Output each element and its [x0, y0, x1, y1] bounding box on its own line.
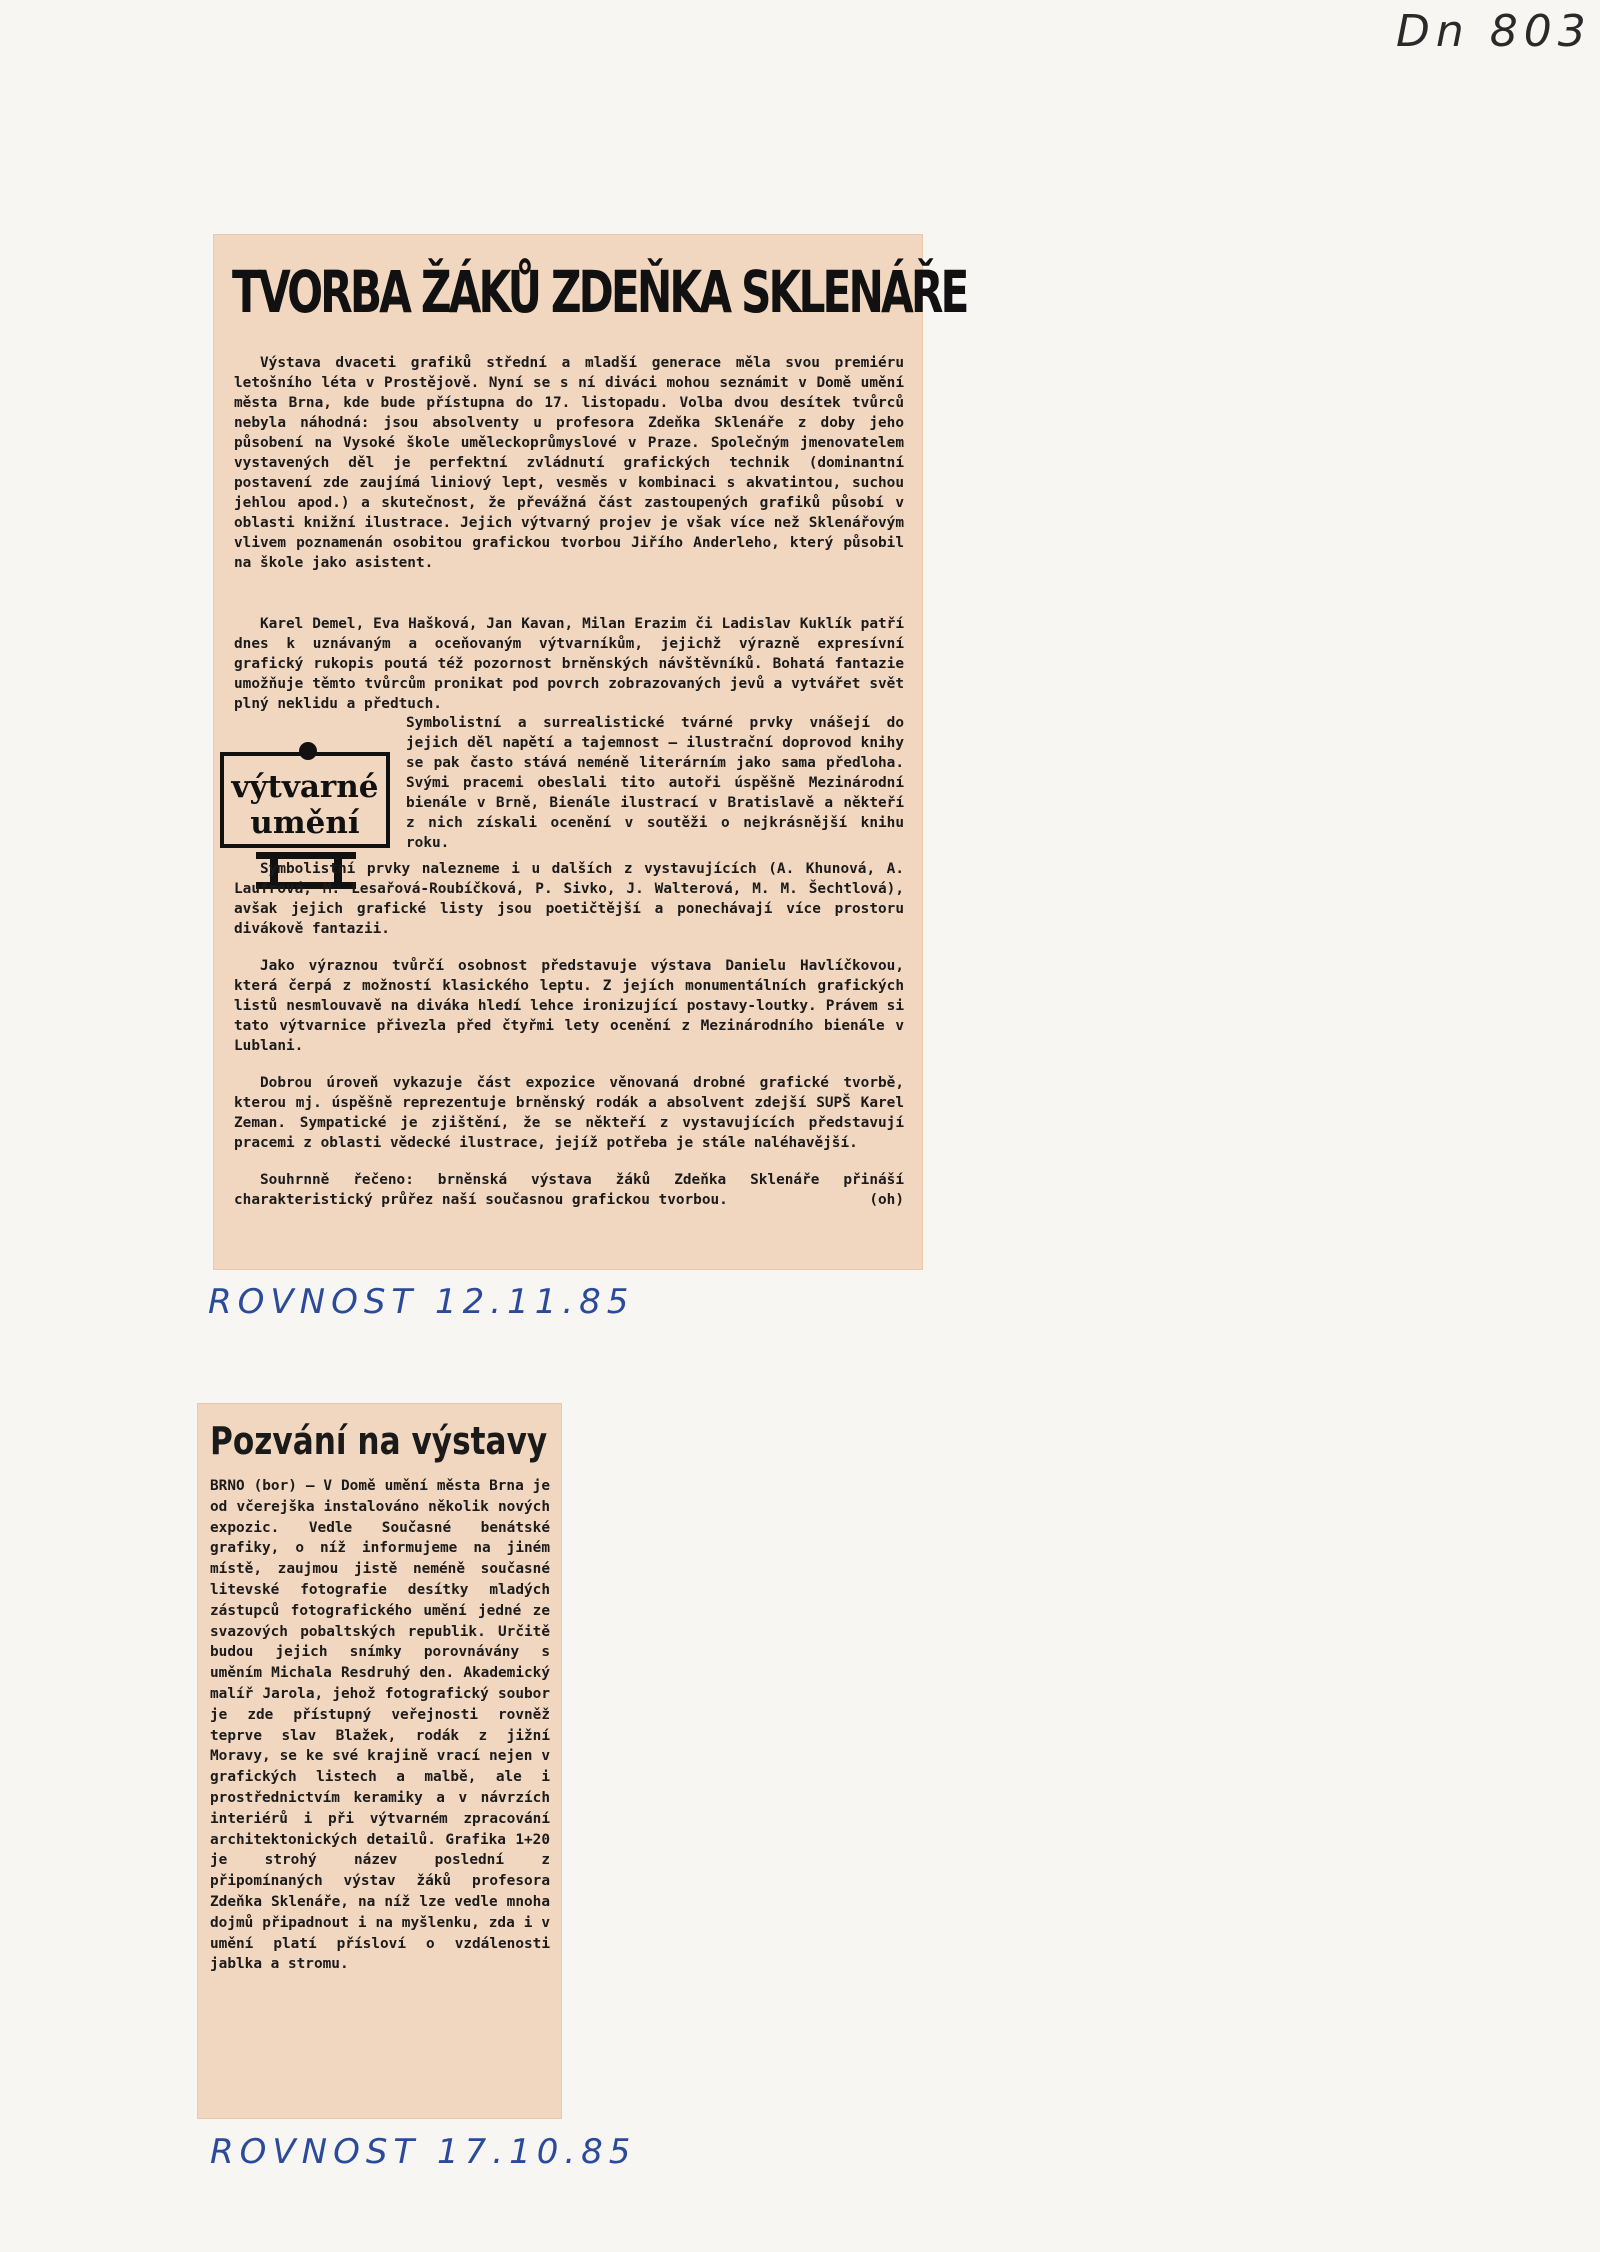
paragraph: Karel Demel, Eva Hašková, Jan Kavan, Milan Erazim či Ladislav Kuklík patří dnes k uznávaným a oceňovaným výtvarníkům, jejichž výrazně expresívní grafický rukopis poutá též pozornost brněnských návštěvníků. Bohatá fantazie umožňuje těmto tvůrcům pronikat pod povrch zobrazovaných jevů a vytvářet svět plný neklidu a předtuch.: [234, 616, 904, 712]
paragraph: Výstava dvaceti grafiků střední a mladší generace měla svou premiéru letošního léta v Prostějově. Nyní se s ní diváci mohou seznámit v Domě umění města Brna, kde bude přístupna do 17. listopadu. Volba dvou desítek tvůrců nebyla náhodná: jsou absolventy u profesora Zdeňka Sklenáře z doby jeho působení na Vysoké škole uměleckoprůmyslové v Praze. Společným jmenovatelem vystavených děl je perfektní zvládnutí grafických technik (dominantní postavení zde zaujímá liniový lept, vesměs v kombinaci s akvatintou, suchou jehlou apod.) a skutečnost, že převážná část zastoupených grafiků působí v oblasti knižní ilustrace. Jejich výtvarný projev je však více než Sklenářovým vlivem poznamenán osobitou grafickou tvorbou Jiřího Anderleho, který působil na škole jako asistent.: [234, 355, 904, 571]
newspaper-clipping-1: [214, 235, 967, 1269]
paragraph-text: Souhrnně řečeno: brněnská výstava žáků Zdeňka Sklenáře přináší charakteristický průřez naší současnou grafickou tvorbou.: [234, 1172, 904, 1208]
paragraph: Symbolistní prvky nalezneme i u dalších z vystavujících (A. Khunová, A. Laufrová, M. Lesařová-Roubíčková, P. Sivko, J. Walterová, M. M. Šechtlová), avšak jejich grafické listy jsou poetičtější a ponechávají více prostoru divákově fantazii.: [234, 861, 904, 937]
source-note: ROVNOST 12.11.85: [208, 1282, 635, 1322]
paragraph: [234, 1170, 904, 1210]
author-signature: (oh): [869, 1192, 904, 1208]
newspaper-clipping-2: [198, 1404, 561, 2118]
article-body: [210, 1476, 550, 1992]
article-headline: Pozvání na výstavy: [210, 1419, 548, 1463]
paragraph: Symbolistní a surrealistické tvárné prvky vnášejí do jejich děl napětí a tajemnost — ilustrační doprovod knihy se pak často stává neméně literárním jako sama předloha. Svými pracemi obeslali tito autoři úspěšně Mezinárodní bienále v Brně, Bienále ilustrací v Bratislavě a někteří z nich získali ocenění v soutěži o nejkrásnější knihu roku.: [406, 715, 904, 851]
logo-text-line2: umění: [250, 805, 360, 841]
logo-text-line1: výtvarné: [231, 769, 379, 805]
paragraph: Dobrou úroveň vykazuje část expozice věnovaná drobné grafické tvorbě, kterou mj. úspěšně reprezentuje brněnský rodák a absolvent zdejší SUPŠ Karel Zeman. Sympatické je zjištění, že se někteří z vystavujících představují pracemi z oblasti vědecké ilustrace, jejíž potřeba je stále naléhavější.: [234, 1075, 904, 1151]
source-note: ROVNOST 17.10.85: [210, 2132, 637, 2172]
article-body: [234, 353, 904, 590]
article-body: [234, 859, 904, 1227]
article-headline: TVORBA ŽÁKŮ ZDEŇKA SKLENÁŘE: [232, 258, 967, 326]
paragraph: BRNO (bor) — V Domě umění města Brna je od včerejška instalováno několik nových expozic. Vedle Současné benátské grafiky, o níž informujeme na jiném místě, zaujmou jistě neméně současné litevské fotografie desítky mladých zástupců fotografického umění jedné ze svazových pobaltských republik. Určitě budou jejich snímky porovnávány s uměním Michala Resdruhý den. Akademický malíř Jarola, jehož fotografický soubor je zde přístupný veřejnosti rovněž teprve slav Blažek, rodák z jižní Moravy, se ke své krajině vrací nejen v grafických listech a malbě, ale i prostřednictvím keramiky a v návrzích interiérů i při výtvarném zpracování architektonických detailů. Grafika 1+20 je strohý název poslední z připomínaných výstav žáků profesora Zdeňka Sklenáře, na níž lze vedle mnoha dojmů připadnout i na myšlenku, zda i v umění platí přísloví o vzdálenosti jablka a stromu.: [210, 1478, 550, 1973]
archive-number: Dn 803: [1396, 6, 1592, 57]
article-body: [406, 713, 904, 870]
logo-dot: [299, 742, 317, 760]
paragraph: Jako výraznou tvůrčí osobnost představuje výstava Danielu Havlíčkovou, která čerpá z možností klasického leptu. Z jejích monumentálních grafických listů nesmlouvavě na diváka hledí lehce ironizující postavy-loutky. Právem si tato výtvarnice přivezla před čtyřmi lety ocenění z Mezinárodního bienále v Lublani.: [234, 958, 904, 1054]
